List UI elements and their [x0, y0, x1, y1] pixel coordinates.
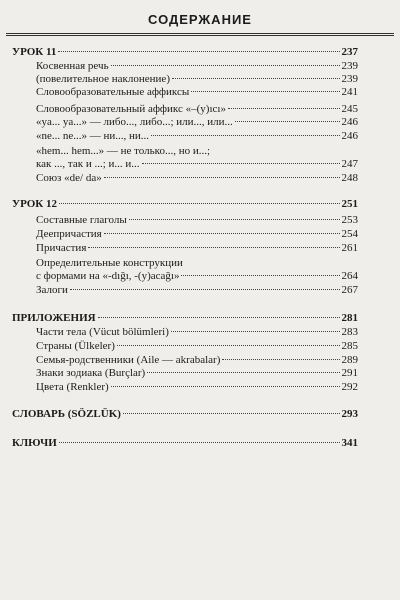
- header-divider: [6, 33, 394, 36]
- dot-leader: [70, 289, 340, 290]
- toc-entry: [36, 172, 358, 184]
- toc-entry: [36, 214, 358, 226]
- dot-leader: [228, 108, 340, 109]
- entry-label: Части тела (Vücut bölümleri): [36, 326, 169, 338]
- dot-leader: [147, 372, 339, 373]
- dot-leader: [88, 247, 339, 248]
- dot-leader: [129, 219, 340, 220]
- page-number: 247: [341, 158, 358, 170]
- page-number: 254: [341, 228, 358, 240]
- dot-leader: [59, 442, 340, 443]
- section-title: ПРИЛОЖЕНИЯ: [12, 312, 96, 324]
- page-number: 241: [341, 86, 358, 98]
- page-number: 239: [341, 60, 358, 72]
- dot-leader: [111, 65, 340, 66]
- toc-entry: [36, 86, 358, 98]
- toc-entry: [36, 284, 358, 296]
- entry-label: Семья-родственники (Aile — akrabalar): [36, 354, 221, 366]
- toc-section-keys: [12, 437, 358, 449]
- page-number: 251: [341, 198, 358, 210]
- dot-leader: [191, 91, 339, 92]
- toc-section-lesson-11: [12, 46, 358, 58]
- page-number: 237: [341, 46, 358, 58]
- toc-section-lesson-12: [12, 198, 358, 210]
- page-number: 291: [341, 367, 358, 379]
- page-number: 239: [341, 73, 358, 85]
- entry-label: Деепричастия: [36, 228, 102, 240]
- toc-entry: [36, 130, 358, 142]
- section-title: СЛОВАРЬ (SÖZLÜK): [12, 408, 121, 420]
- toc-entry: [36, 228, 358, 240]
- toc-entry-line: Определительные конструкции: [36, 257, 183, 269]
- entry-label: «ya... ya...» — либо..., либо...; или..., или...: [36, 116, 233, 128]
- page-number: 264: [341, 270, 358, 282]
- entry-label: Залоги: [36, 284, 68, 296]
- entry-label: Словообразовательные аффиксы: [36, 86, 190, 98]
- page-number: 245: [341, 103, 358, 115]
- toc-entry: [36, 60, 358, 72]
- entry-label: как ..., так и ...; и... и...: [36, 158, 140, 170]
- entry-label: Страны (Ülkeler): [36, 340, 115, 352]
- page-number: 292: [341, 381, 358, 393]
- page-number: 283: [341, 326, 358, 338]
- entry-label: (повелительное наклонение): [36, 73, 170, 85]
- entry-label: Косвенная речь: [36, 60, 109, 72]
- toc-entry: [36, 381, 358, 393]
- page-number: 285: [341, 340, 358, 352]
- toc-entry: [36, 73, 358, 85]
- section-title: УРОК 12: [12, 198, 58, 210]
- page-number: 246: [341, 116, 358, 128]
- page-title: СОДЕРЖАНИЕ: [148, 12, 252, 27]
- dot-leader: [104, 177, 340, 178]
- toc-entry: [36, 367, 358, 379]
- entry-label: Цвета (Renkler): [36, 381, 109, 393]
- toc-entry: [36, 242, 358, 254]
- dot-leader: [181, 275, 339, 276]
- section-title: КЛЮЧИ: [12, 437, 57, 449]
- dot-leader: [59, 203, 339, 204]
- dot-leader: [123, 413, 340, 414]
- dot-leader: [111, 386, 340, 387]
- page-number: 261: [341, 242, 358, 254]
- entry-label: с формами на «-dığı, -(y)acağı»: [36, 270, 180, 282]
- entry-label: Союз «de/ da»: [36, 172, 102, 184]
- dot-leader: [151, 135, 339, 136]
- dot-leader: [58, 51, 339, 52]
- entry-label: Причастия: [36, 242, 87, 254]
- page-number: 293: [341, 408, 358, 420]
- entry-label: Составные глаголы: [36, 214, 127, 226]
- toc-entry: [36, 103, 358, 115]
- toc-entry: [36, 158, 358, 170]
- section-title: УРОК 11: [12, 46, 57, 58]
- dot-leader: [104, 233, 340, 234]
- dot-leader: [222, 359, 339, 360]
- dot-leader: [117, 345, 340, 346]
- toc-entry: [36, 116, 358, 128]
- page-number: 341: [341, 437, 358, 449]
- page-number: 253: [341, 214, 358, 226]
- dot-leader: [142, 163, 340, 164]
- dot-leader: [172, 78, 340, 79]
- toc-entry: [36, 354, 358, 366]
- dot-leader: [235, 121, 340, 122]
- entry-label: «ne... ne...» — ни..., ни...: [36, 130, 150, 142]
- page-number: 267: [341, 284, 358, 296]
- entry-label: Знаки зодиака (Burçlar): [36, 367, 146, 379]
- page-number: 281: [341, 312, 358, 324]
- toc-section-dictionary: [12, 408, 358, 420]
- page-number: 289: [341, 354, 358, 366]
- toc-entry: [36, 270, 358, 282]
- dot-leader: [171, 331, 340, 332]
- dot-leader: [98, 317, 340, 318]
- page-number: 248: [341, 172, 358, 184]
- toc-entry-line: «hem... hem...» — не только..., но и...;: [36, 145, 211, 157]
- toc-entry: [36, 340, 358, 352]
- page-number: 246: [341, 130, 358, 142]
- toc-entry: [36, 326, 358, 338]
- entry-label: Словообразовательный аффикс «–(y)ıcı»: [36, 103, 226, 115]
- toc-section-appendix: [12, 312, 358, 324]
